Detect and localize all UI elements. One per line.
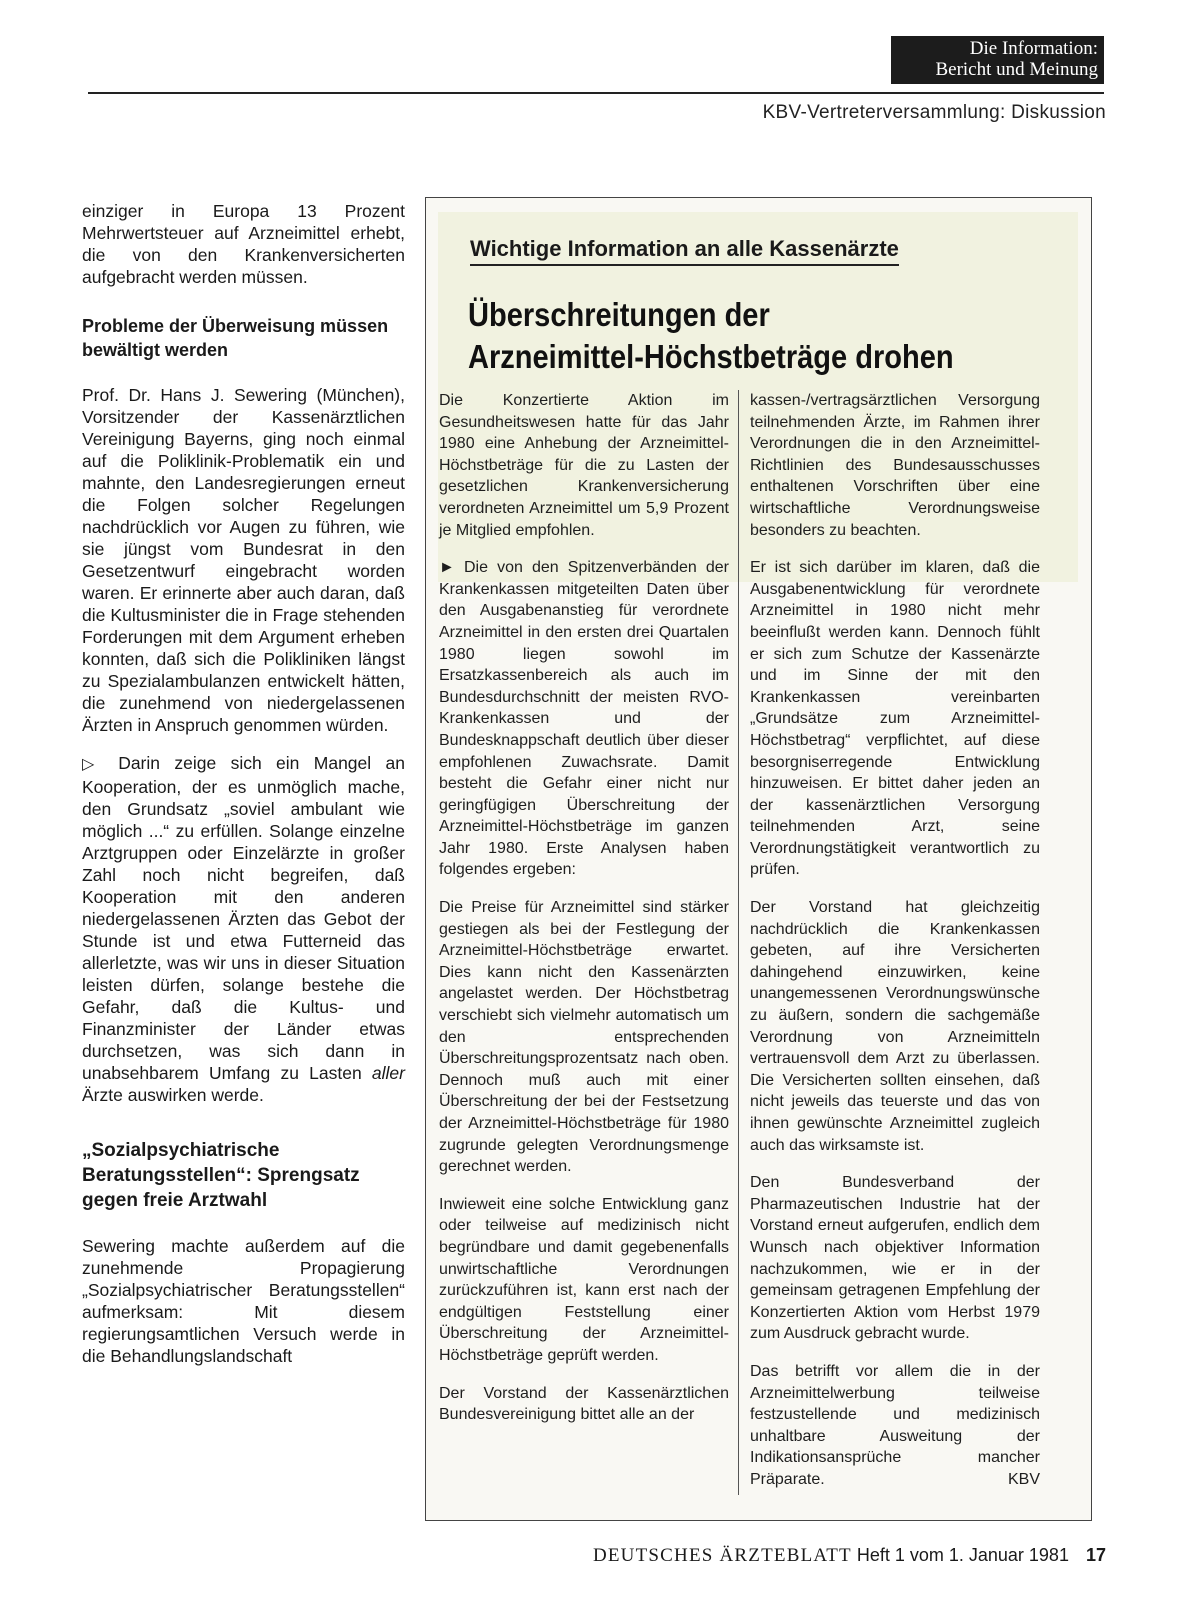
box-column-1 <box>439 390 729 1426</box>
left-paragraph-3-text-b: Ärzte auswirken werde. <box>82 1085 264 1105</box>
rubric-line-2: Bericht und Meinung <box>935 59 1098 80</box>
box-title <box>468 294 996 378</box>
box-column-2 <box>750 390 1040 1491</box>
box-col1-paragraph-1: Die Konzertierte Aktion im Gesundheitswesen hatte für das Jahr 1980 eine Anhebung der Arzneimittel-Höchstbeträge für die zu Lasten der gesetzlichen Krankenversicherung verordneten Arzneimittel um 5,9 Prozent je Mitglied empfohlen. <box>439 392 729 539</box>
left-paragraph-3-emphasis: aller <box>371 1063 405 1083</box>
box-col2-paragraph-2: Er ist sich darüber im klaren, daß die Ausgabenentwicklung für verordnete Arzneimittel in 1980 nicht mehr beeinflußt werden kann. Dennoch fühlt er sich zum Schutze der Kassenärzte und im Sinne der mit den Krankenkassen vereinbarten „Grundsätze zum Arzneimittel-Höchstbetrag“ verpflichtet, auf diese besorgniserregende Entwicklung hinzuweisen. Er bittet daher jeden an der kassenärztlichen Versorgung teilnehmenden Arzt, seine Verordnungstätigkeit verantwortlich zu prüfen. <box>750 559 1040 879</box>
box-col2-paragraph-4: Den Bundesverband der Pharmazeutischen Industrie hat der Vorstand erneut aufgerufen, endlich dem Wunsch nach objektiver Information nachzukommen, wie er in der gemeinsam getragenen Empfehlung der Konzertierten Aktion vom Herbst 1979 zum Ausdruck gebracht wurde. <box>750 1174 1040 1343</box>
left-paragraph-3 <box>82 752 405 1106</box>
left-paragraph-1: einziger in Europa 13 Prozent Mehrwertsteuer auf Arzneimittel erhebt, die von den Krankenversicherten aufgebracht werden müssen. <box>82 201 405 287</box>
box-col1-paragraph-5: Der Vorstand der Kassenärztlichen Bundesvereinigung bittet alle an der <box>439 1384 729 1424</box>
triangle-marker-icon: ▷ <box>82 756 104 773</box>
box-col2-paragraph-5-text: Das betrifft vor allem die in der Arzneimittelwerbung teilweise festzustellende und medizinisch unhaltbare Ausweitung der Indikationsansprüche mancher Präparate. <box>750 1362 1040 1488</box>
box-col2-paragraph-5 <box>750 1361 1040 1491</box>
box-col2-paragraph-1: kassen-/vertragsärztlichen Versorgung teilnehmenden Ärzte, im Rahmen ihrer Verordnungen die in den Arzneimittel-Richtlinien des Bundesausschusses enthaltenen Vorschriften über eine wirtschaftliche Verordnungsweise besonders zu beachten. <box>750 392 1040 539</box>
left-paragraph-2: Prof. Dr. Hans J. Sewering (München), Vorsitzender der Kassenärztlichen Vereinigung Bayerns, ging noch einmal auf die Poliklinik-Problematik ein und mahnte, den Landesregierungen erneut die Folgen solcher Regelungen nachdrücklich vor Augen zu führen, wie sie jüngst vom Bundesrat in den Gesetzentwurf eingebracht worden waren. Er erinnerte aber auch daran, daß die Kultusminister die in Frage stehenden Forderungen mit dem Argument erheben konnten, daß sich die Polikliniken längst zu Spezialambulanzen entwickelt hätten, die zunehmend von niedergelassenen Ärzten in Anspruch genommen würden. <box>82 385 405 735</box>
magazine-name: DEUTSCHES ÄRZTEBLATT <box>592 1545 852 1566</box>
header-rule <box>88 92 1104 94</box>
box-col1-paragraph-2 <box>439 557 729 881</box>
rubric-line-1: Die Information: <box>969 38 1098 59</box>
kbv-information-box <box>425 197 1092 1521</box>
left-paragraph-4: Sewering machte außerdem auf die zunehmende Propagierung „Sozialpsychiatrischer Beratungsstellen“ aufmerksam: Mit diesem regierungsamtlichen Versuch werde in die Behandlungslandschaft <box>82 1236 405 1366</box>
page-number: 17 <box>1085 1545 1106 1565</box>
box-column-divider <box>738 390 739 1495</box>
box-col1-paragraph-3: Die Preise für Arzneimittel sind stärker gestiegen als bei der Festlegung der Arzneimittel-Höchstbeträge erwartet. Dies kann nicht den Kassenärzten angelastet werden. Der Höchstbetrag verschiebt sich vielmehr automatisch um den entsprechenden Überschreitungsprozentsatz nach oben. Dennoch muß auch mit einer Überschreitung der bei der Festsetzung der Arzneimittel-Höchstbeträge für 1980 zugrunde gelegten Verordnungsmenge gerechnet werden. <box>439 899 729 1176</box>
box-title-line-1: Überschreitungen der <box>468 296 770 333</box>
rubric-label <box>891 36 1104 84</box>
left-heading-1: Probleme der Überweisung müssen bewältigt werden <box>82 316 389 360</box>
left-column <box>82 200 405 1367</box>
left-paragraph-3-text-a: Darin zeige sich ein Mangel an Kooperation, der es unmöglich mache, den Grundsatz „soviel ambulant wie möglich ...“ zu erfüllen. Solange einzelne Arztgruppen oder Einzelärzte in großer Zahl noch nicht begreifen, daß Kooperation mit den anderen niedergelassenen Ärzten das Gebot der Stunde ist und etwa Futterneid das allerletzte, was wir uns in dieser Situation leisten dürfen, solange bestehe die Gefahr, daß die Kultus- und Finanzminister der Länder etwas durchsetzen, was sich dann in unabsehbarem Umfang zu Lasten <box>82 753 405 1083</box>
box-title-line-2: Arzneimittel-Höchstbeträge drohen <box>468 338 954 375</box>
box-col1-paragraph-2-text: Die von den Spitzenverbänden der Krankenkassen mitgeteilten Daten über den Ausgabenanstieg für verordnete Arzneimittel in den ersten drei Quartalen 1980 liegen sowohl im Ersatzkassenbereich als auch im Bundesdurchschnitt der meisten RVO-Krankenkassen und der Bundesknappschaft deutlich über dieser empfohlenen Zuwachsrate. Damit besteht die Gefahr einer nicht nur geringfügigen Überschreitung der Arzneimittel-Höchstbeträge im ganzen Jahr 1980. Erste Analysen haben folgendes ergeben: <box>439 559 729 879</box>
page-footer <box>593 1545 1106 1567</box>
box-col2-paragraph-3: Der Vorstand hat gleichzeitig nachdrücklich die Krankenkassen gebeten, auf ihre Versicherten dahingehend einzuwirken, keine unangemessenen Verordnungswünsche zu äußern, sondern die sachgemäße Verordnung von Arzneimitteln vertrauensvoll dem Arzt zu überlassen. Die Versicherten sollten einsehen, daß nicht jeweils das teuerste und das von ihnen gewünschte Arzneimittel zugleich auch das wirksamste ist. <box>750 899 1040 1154</box>
box-kicker: Wichtige Information an alle Kassenärzte <box>470 236 899 266</box>
arrow-marker-icon: ► <box>439 559 455 577</box>
left-heading-2: „Sozialpsychiatrische Beratungsstellen“: Sprengsatz gegen freie Arztwahl <box>82 1140 360 1211</box>
box-col1-paragraph-4: Inwieweit eine solche Entwicklung ganz oder teilweise auf medizinisch nicht begründbare und damit gegebenenfalls unwirtschaftliche Verordnungen zurückzuführen ist, kann erst nach der endgültigen Feststellung einer Überschreitung der Arzneimittel-Höchstbeträge geprüft werden. <box>439 1195 729 1364</box>
issue-info: Heft 1 vom 1. Januar 1981 <box>856 1545 1069 1565</box>
section-label: KBV-Vertreterversammlung: Diskussion <box>762 102 1106 123</box>
box-signature: KBV <box>1007 1470 1040 1488</box>
